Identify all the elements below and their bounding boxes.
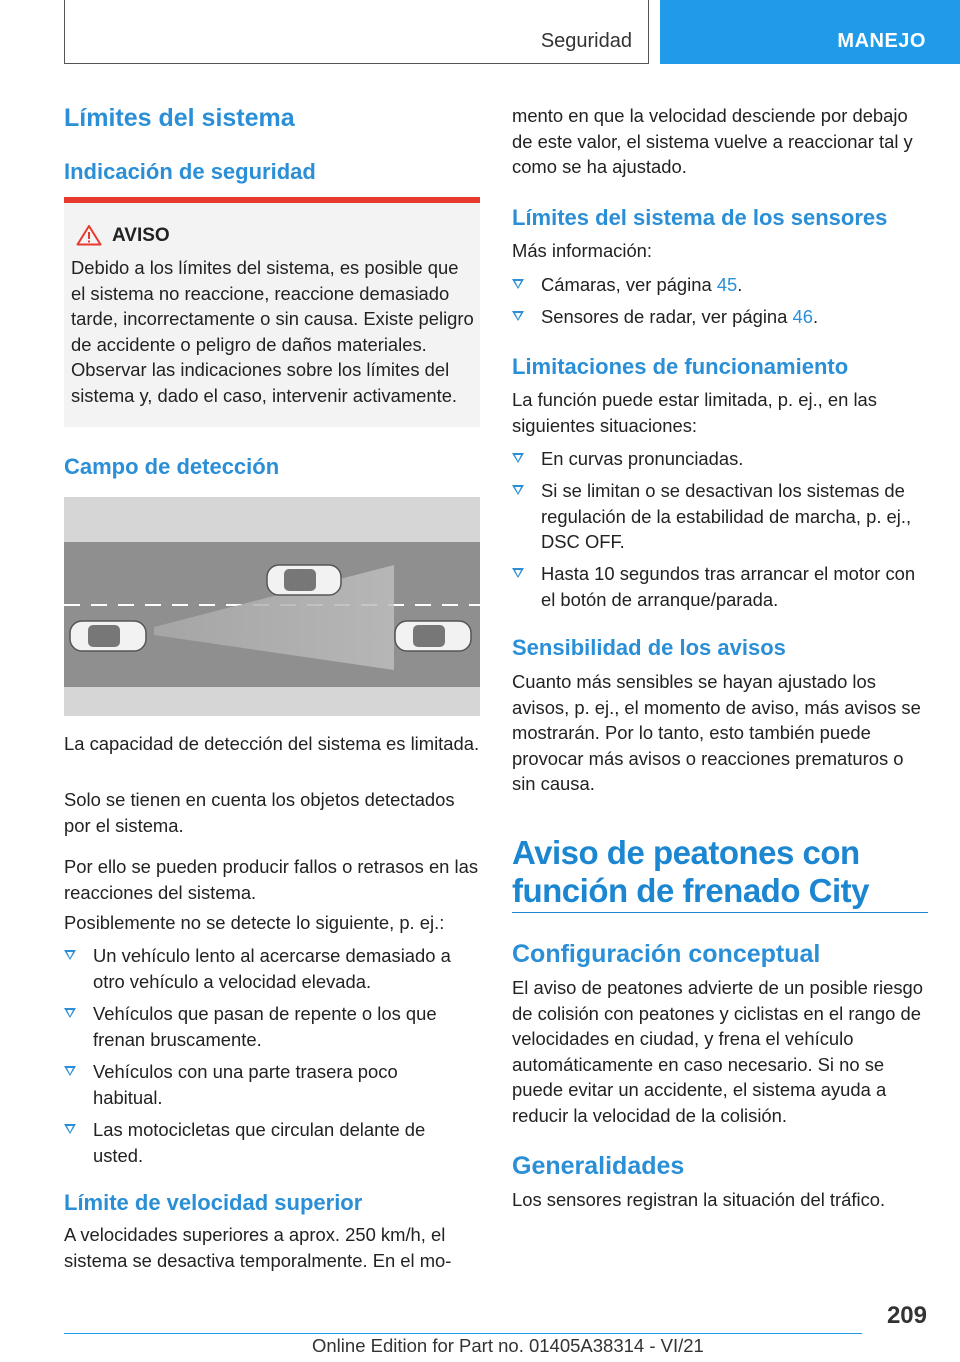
list-item-text: Sensores de radar, ver página [541,306,793,327]
section-title-line-1: Aviso de peatones con [512,834,860,871]
page-number: 209 [886,1302,927,1329]
list-item [64,1059,464,1110]
section-divider [512,912,928,913]
list-item [64,1117,480,1168]
road-diagram [64,497,480,716]
bullet-triangle-icon [512,568,524,578]
function-limits-intro: La función puede estar limitada, p. ej., en las siguientes situaciones: [512,389,877,436]
general-text: Los sensores registran la situación del tráfico. [512,1189,886,1210]
page-link[interactable]: 45 [716,274,738,295]
footer-edition: Online Edition for Part no. 01405A38314 - VI/21 [312,1335,704,1356]
list-item-text: Vehículos que pasan de repente o los que frenan bruscamente. [93,1003,437,1050]
list-item-text: Las motocicletas que circulan delante de usted. [93,1119,426,1166]
warning-triangle-icon [76,224,102,246]
car-front [267,565,341,595]
function-limits-heading: Limitaciones de funcionamiento [512,354,849,379]
warning-box [64,197,480,427]
concept-heading: Configuración conceptual [512,940,821,968]
list-item-text: En curvas pronunciadas. [541,448,744,469]
page-title: Límites del sistema [64,104,295,132]
header-chapter-label: MANEJO [837,30,926,52]
sensor-limits-heading: Límites del sistema de los sensores [512,205,888,230]
bullet-triangle-icon [64,1124,76,1134]
detection-paragraph-1: La capacidad de detección del sistema es limitada. [64,733,480,754]
car-left [70,621,146,651]
concept-text: El aviso de peatones advierte de un posible riesgo de colisión con peatones y ciclistas en el rango de velocidades en ciudad, y frena el vehículo automáticamente en caso necesario. Si no se puede evitar un accidente, el sistema ayuda a reducir la velocidad de la colisión. [512,977,923,1126]
speed-limit-text: A velocidades superiores a aprox. 250 km/h, el sistema se desactiva temporalmente. En el mo- [64,1224,452,1271]
bullet-triangle-icon [512,485,524,495]
header-chapter-tab [660,0,960,64]
bullet-triangle-icon [64,1066,76,1076]
detection-paragraph-2: Solo se tienen en cuenta los objetos detectados por el sistema. [64,789,455,836]
list-item-text: Vehículos con una parte trasera poco habitual. [93,1061,398,1108]
list-item-text: Un vehículo lento al acercarse demasiado a otro vehículo a velocidad elevada. [93,945,451,992]
bullet-triangle-icon [512,279,524,289]
speed-limit-heading: Límite de velocidad superior [64,1190,363,1215]
safety-subtitle: Indicación de seguridad [64,159,316,184]
warning-bar [64,197,480,203]
warning-text: Debido a los límites del sistema, es posible que el sistema no reaccione, reaccione demasiado tarde, incorrectamente o sin causa. Existe peligro de accidente o peligro de daños materiales. Observar las indicaciones sobre los límites del sistema y, dado el caso, intervenir activamente. [71,257,474,406]
list-item [64,943,480,994]
detection-heading: Campo de detección [64,454,280,479]
page-link[interactable]: 46 [792,306,813,327]
detection-field-illustration [64,497,480,716]
sensitivity-text: Cuanto más sensibles se hayan ajustado los avisos, p. ej., el momento de aviso, más avisos se mostrarán. Por lo tanto, esto también puede provocar más avisos o reacciones prematuros o sin causa. [512,671,921,794]
bullet-triangle-icon [64,950,76,960]
speed-limit-text-continued: mento en que la velocidad desciende por debajo de este valor, el sistema vuelve a reaccionar tal y como se ha ajustado. [512,105,913,177]
general-heading: Generalidades [512,1152,685,1180]
list-item [512,304,928,330]
list-item [512,272,928,298]
section-title-line-2: función de frenado City [512,872,870,909]
car-own [395,621,471,651]
list-item-text: Hasta 10 segundos tras arrancar el motor con el botón de arranque/parada. [541,563,916,610]
list-item-text: Si se limitan o se desactivan los sistemas de regulación de la estabilidad de marcha, p. ej., DSC OFF. [541,480,912,552]
list-item-text: Cámaras, ver página [541,274,717,295]
bullet-triangle-icon [512,311,524,321]
detection-paragraph-3: Por ello se pueden producir fallos o retrasos en las reacciones del sistema. [64,856,479,903]
punctuation: . [737,274,743,295]
list-item [512,446,928,472]
header-section-label: Seguridad [540,30,632,52]
bullet-triangle-icon [64,1008,76,1018]
list-item [512,478,928,555]
sensor-limits-intro: Más información: [512,240,653,261]
header-section-tab [64,0,649,64]
bullet-triangle-icon [512,453,524,463]
punctuation: . [812,306,819,327]
footer-rule [64,1333,862,1334]
list-item [512,561,932,612]
sensitivity-heading: Sensibilidad de los avisos [512,635,786,660]
detection-paragraph-4: Posiblemente no se detecte lo siguiente, p. ej.: [64,912,445,933]
warning-label: AVISO [112,225,170,246]
section-title-pedestrian-warning [512,834,942,910]
list-item [64,1001,480,1052]
